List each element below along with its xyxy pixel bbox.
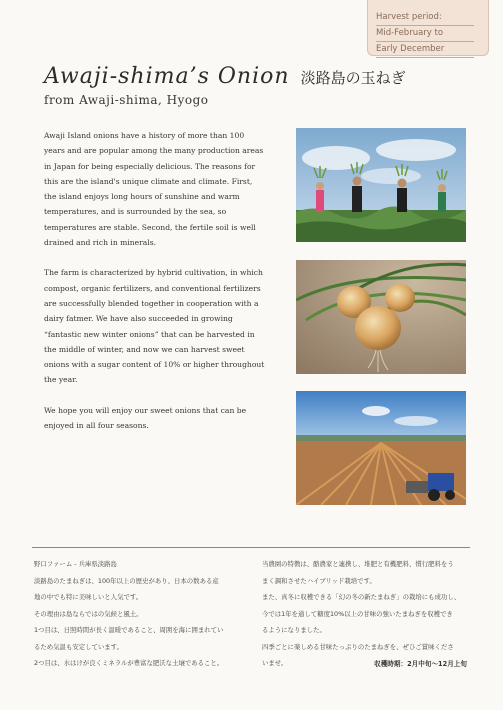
body-paragraph-3: We hope you will enjoy our sweet onions that can be enjoyed in all four seasons. xyxy=(44,405,247,431)
jp-right-line: るようになりました。 xyxy=(262,626,326,634)
harvest-tab-line-2: Mid-February to xyxy=(376,26,474,42)
page-title xyxy=(44,64,406,89)
jp-right-line: いませ。 xyxy=(262,659,288,667)
harvest-period-tab xyxy=(367,0,489,56)
section-divider xyxy=(32,547,470,548)
jp-left-line: 地の中でも特に美味しいと人気です。 xyxy=(34,593,143,601)
jp-right-line: 当農園の特徴は、酪農家と連携し、堆肥と有機肥料、慣行肥料をう xyxy=(262,560,454,568)
title-english: Awaji-shima’s Onion xyxy=(44,64,290,89)
jp-right-line: 四季ごとに楽しめる甘味たっぷりのたまねぎを、ぜひご賞味くださ xyxy=(262,642,454,651)
title-japanese: 淡路島の玉ねぎ xyxy=(300,69,406,87)
jp-left-line: 淡路島のたまねぎは、100年以上の歴史があり、日本の数ある産 xyxy=(34,576,219,585)
jp-right-line: また、真冬に収穫できる「幻の冬の新たまねぎ」の栽培にも成功し、 xyxy=(262,593,461,601)
jp-left-line: 野口ファーム - 兵庫県淡路島 xyxy=(34,560,117,568)
japanese-text-right xyxy=(262,556,460,672)
onions-closeup-photo xyxy=(296,260,466,374)
harvest-tab-line-1: Harvest period: xyxy=(376,10,474,26)
japanese-harvest-period: 収穫時期：2月中旬〜12月上旬 xyxy=(374,660,467,668)
japanese-text-left xyxy=(34,556,223,672)
body-paragraph-2: The farm is characterized by hybrid cultivation, in which compost, organic fertilizers, and conventional fertilizers are successfully blended together in cooperation with a dairy fatmer. We have also succeeded in growing “fantastic new winter onions” that can be harvested in the middle of winter, and now we can harvest sweet onions with a sugar content of 10% or higher throughout the year. xyxy=(44,268,265,385)
harvest-tab-line-3: Early December xyxy=(376,42,474,58)
jp-right-line: まく調和させたハイブリッド栽培です。 xyxy=(262,576,376,585)
jp-left-line: るため気温も安定しています。 xyxy=(34,642,123,651)
onion-field-photo xyxy=(296,391,466,505)
body-paragraph-1: Awaji Island onions have a history of more than 100 years and are popular among the many production areas in Japan for being especially delicious. The reasons for this are the island's unique climate and climate. First, the island enjoys long hours of sunshine and warm temperatures, and is surrounded by the sea, so temperatures are stable. Second, the fertile soil is well drained and rich in minerals. xyxy=(44,131,264,248)
jp-left-line: 2つ目は、水はけが良くミネラルが豊富な肥沃な土壌であること。 xyxy=(34,659,224,667)
farmers-photo xyxy=(296,128,466,242)
body-text xyxy=(44,128,266,448)
jp-left-line: 1つ目は、日照時間が長く温暖であること、周囲を海に囲まれてい xyxy=(34,626,224,634)
subtitle: from Awaji-shima, Hyogo xyxy=(44,93,209,107)
jp-right-line: 今では1年を通して糖度10%以上の甘味の強いたまねぎを収穫でき xyxy=(262,609,453,618)
jp-left-line: その理由は島ならではの気候と風土。 xyxy=(34,609,143,618)
